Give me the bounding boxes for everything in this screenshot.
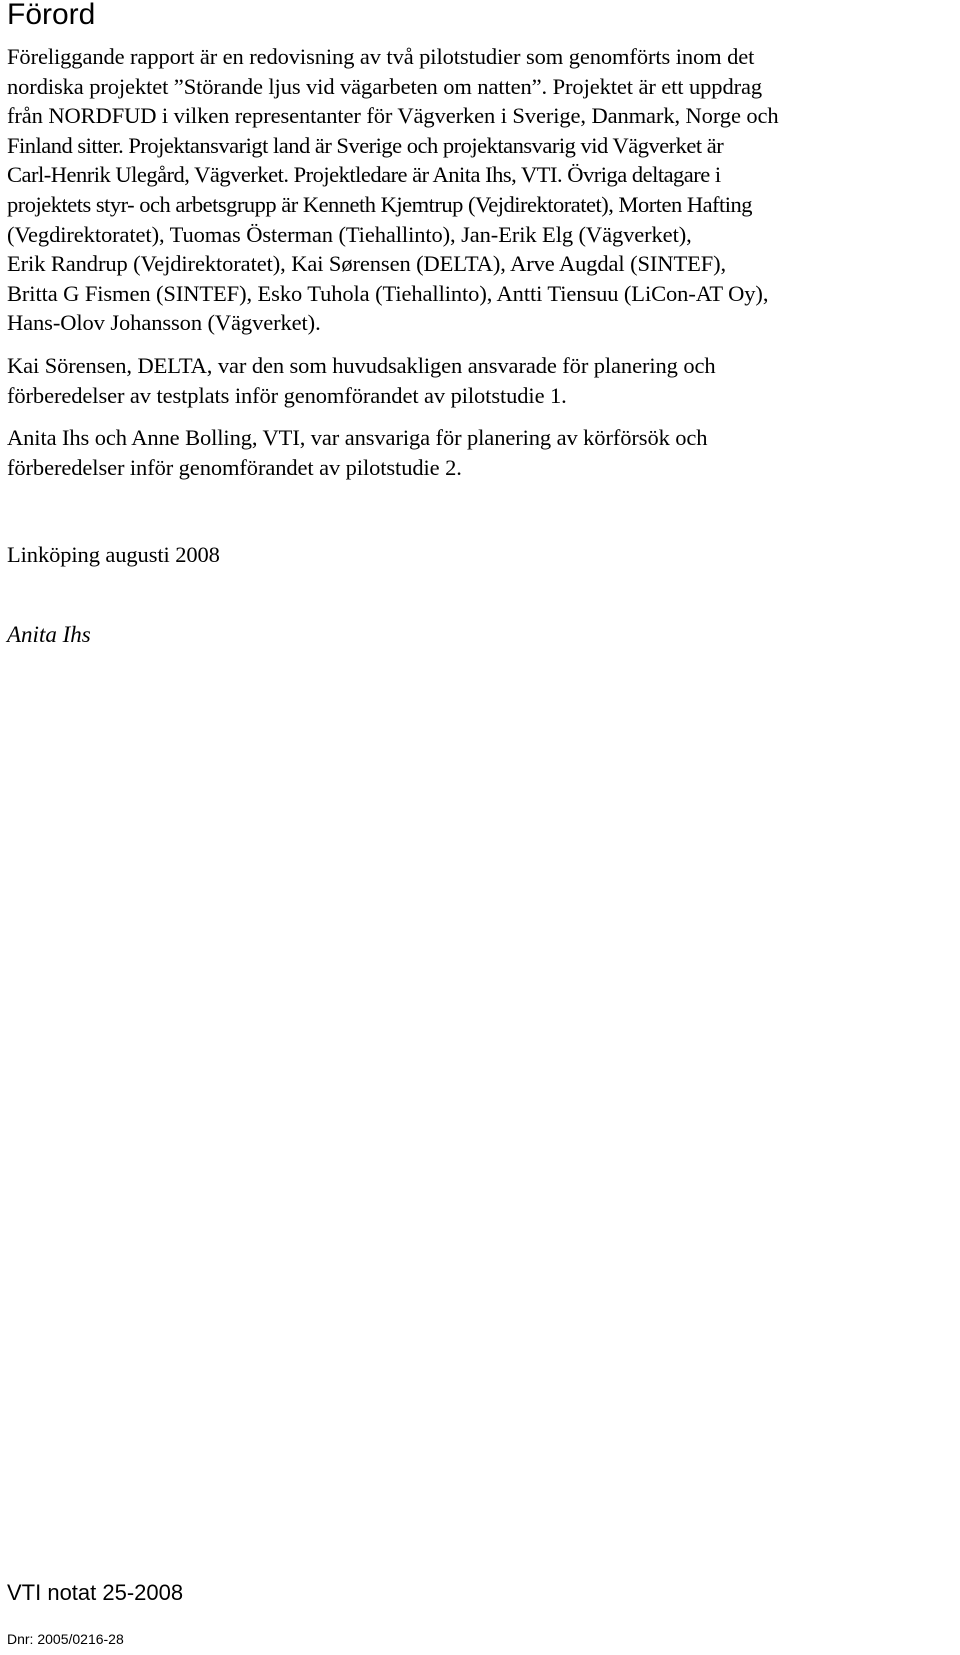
text-line: förberedelser inför genomförandet av pilotstudie 2. [7, 454, 462, 480]
text-line: Anita Ihs och Anne Bolling, VTI, var ansvariga för planering av körförsök och [7, 425, 708, 450]
text-line: från NORDFUD i vilken representanter för Vägverken i Sverige, Danmark, Norge och [7, 103, 779, 129]
registration-number: Dnr: 2005/0216-28 [7, 1631, 124, 1647]
text-line: förberedelser av testplats inför genomförandet av pilotstudie 1. [7, 382, 567, 408]
report-number: VTI notat 25-2008 [7, 1580, 184, 1605]
place-date: Linköping augusti 2008 [7, 542, 220, 567]
text-line: Britta G Fismen (SINTEF), Esko Tuhola (Tiehallinto), Antti Tiensuu (LiCon-AT Oy), [7, 280, 769, 306]
paragraph-pilot-study-2 [7, 423, 947, 482]
text-line: Hans-Olov Johansson (Vägverket). [7, 310, 321, 336]
text-line: Erik Randrup (Vejdirektoratet), Kai Sørensen (DELTA), Arve Augdal (SINTEF), [7, 251, 727, 277]
text-line: (Vegdirektoratet), Tuomas Österman (Tiehallinto), Jan-Erik Elg (Vägverket), [7, 221, 692, 247]
text-line: Föreliggande rapport är en redovisning av två pilotstudier som genomförts inom det [7, 44, 755, 69]
signature: Anita Ihs [7, 622, 91, 647]
text-line: Kai Sörensen, DELTA, var den som huvudsakligen ansvarade för planering och [7, 353, 716, 378]
paragraph-pilot-study-1 [7, 351, 947, 410]
text-line: Carl-Henrik Ulegård, Vägverket. Projektledare är Anita Ihs, VTI. Övriga deltagare i [7, 162, 721, 188]
page-title: Förord [7, 0, 96, 31]
text-line: Finland sitter. Projektansvarigt land är Sverige och projektansvarig vid Vägverket är [7, 132, 724, 158]
paragraph-project-description [7, 42, 947, 338]
text-line: projektets styr- och arbetsgrupp är Kenneth Kjemtrup (Vejdirektoratet), Morten Hafting [7, 191, 753, 217]
text-line: nordiska projektet ”Störande ljus vid vägarbeten om natten”. Projektet är ett uppdrag [7, 73, 763, 99]
